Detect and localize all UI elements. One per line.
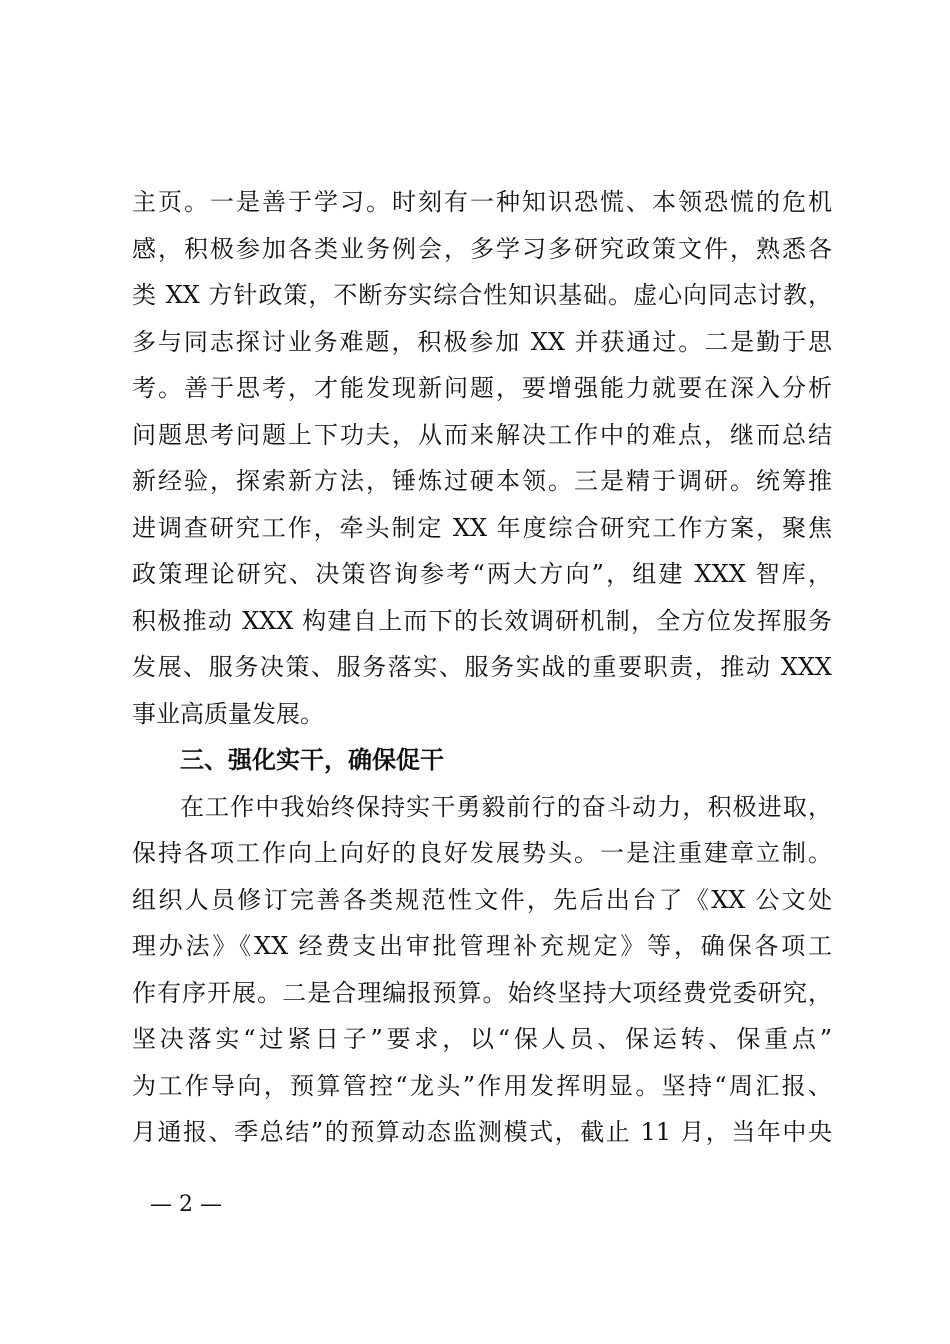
paragraph-line: 主页。一是善于学习。时刻有一种知识恐慌、本领恐慌的危机 <box>132 188 832 216</box>
paragraph-line: 事业高质量发展。 <box>132 699 324 728</box>
paragraph-line: 理办法》《XX 经费支出审批管理补充规定》等，确保各项工 <box>132 932 832 960</box>
paragraph-line: 新经验，探索新方法，锤炼过硬本领。三是精于调研。统筹推 <box>132 467 832 495</box>
paragraph-line: 保持各项工作向上向好的良好发展势头。一是注重建章立制。 <box>132 839 832 867</box>
paragraph-line: 考。善于思考，才能发现新问题，要增强能力就要在深入分析 <box>132 374 832 402</box>
paragraph-line: 月通报、季总结”的预算动态监测模式，截止 11 月，当年中央 <box>132 1118 832 1146</box>
paragraph-line: 在工作中我始终保持实干勇毅前行的奋斗动力，积极进取， <box>180 792 832 821</box>
paragraph-line: 积极推动 XXX 构建自上而下的长效调研机制，全方位发挥服务 <box>132 606 832 635</box>
paragraph-line: 问题思考问题上下功夫，从而来解决工作中的难点，继而总结 <box>132 420 832 449</box>
paragraph-line: 发展、服务决策、服务落实、服务实战的重要职责，推动 XXX <box>132 653 832 681</box>
paragraph-line: 坚决落实“过紧日子”要求，以“保人员、保运转、保重点” <box>132 1025 832 1053</box>
paragraph-line: 为工作导向，预算管控“龙头”作用发挥明显。坚持“周汇报、 <box>132 1071 832 1100</box>
paragraph-line: 政策理论研究、决策咨询参考“两大方向”，组建 XXX 智库， <box>132 560 832 588</box>
paragraph-line: 进调查研究工作，牵头制定 XX 年度综合研究工作方案，聚焦 <box>132 513 832 542</box>
document-body <box>132 182 832 1159</box>
paragraph-line: 作有序开展。二是合理编报预算。始终坚持大项经费党委研究， <box>132 978 832 1007</box>
paragraph-line: 组织人员修订完善各类规范性文件，先后出台了《XX 公文处 <box>132 885 832 914</box>
paragraph-line: 感，积极参加各类业务例会，多学习多研究政策文件，熟悉各 <box>132 234 832 263</box>
paragraph-line: 多与同志探讨业务难题，积极参加 XX 并获通过。二是勤于思 <box>132 327 832 356</box>
section-heading: 三、强化实干，确保促干 <box>180 746 444 774</box>
paragraph-line: 类 XX 方针政策，不断夯实综合性知识基础。虚心向同志讨教， <box>132 281 832 309</box>
page-number: — 2 — <box>150 1192 222 1217</box>
